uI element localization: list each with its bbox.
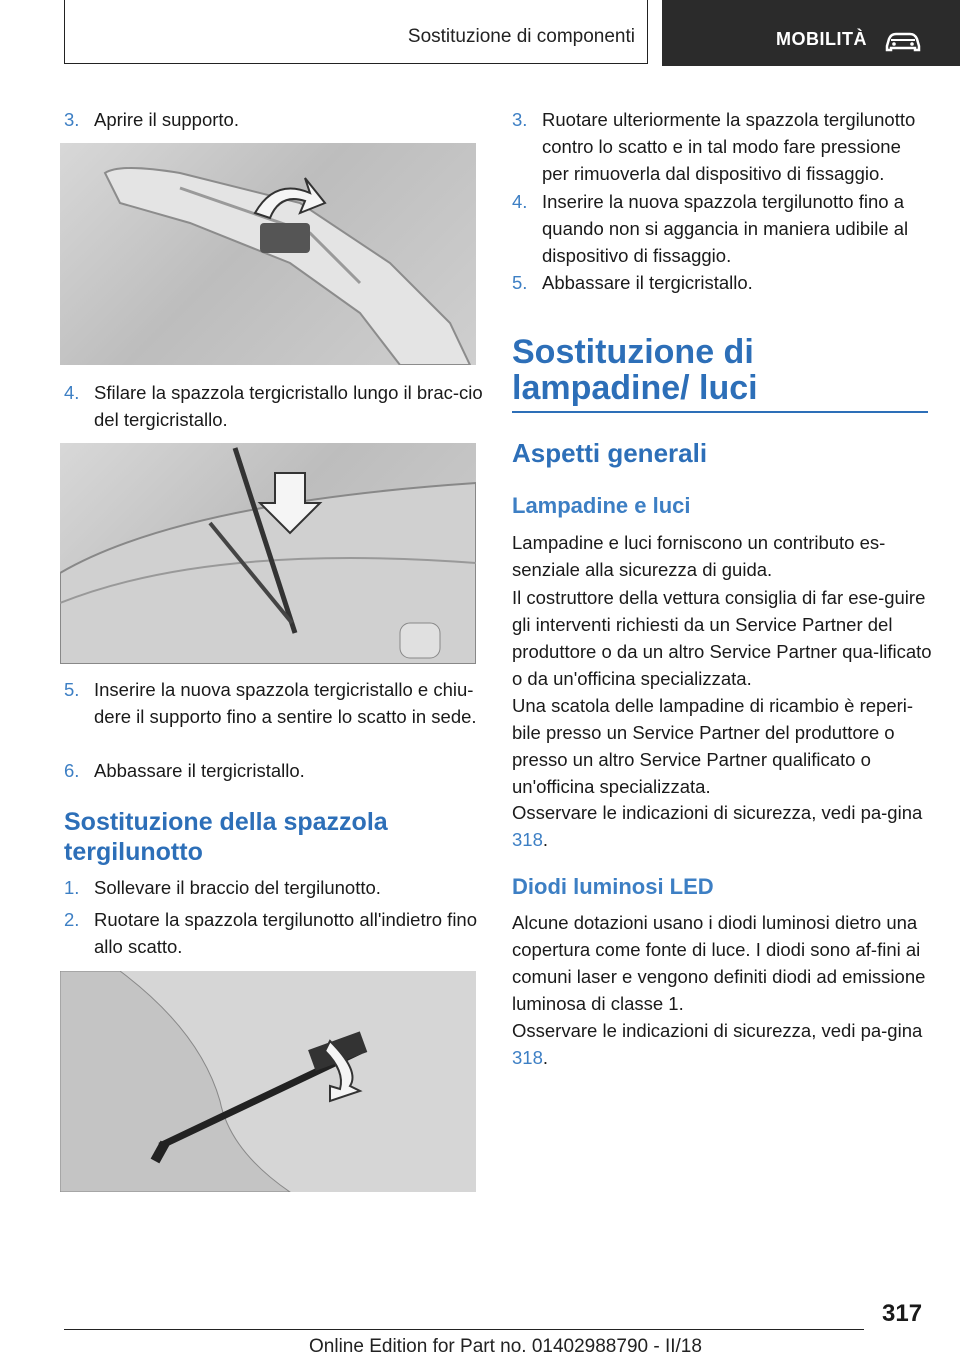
footer-rule <box>64 1329 864 1330</box>
paragraph-5: Alcune dotazioni usano i diodi luminosi dietro una copertura come fonte di luce. I diodi sono af‐fini ai comuni laser e vengono definiti diodi ad emissione luminosa di classe 1. <box>512 912 926 1014</box>
page-number: 317 <box>882 1300 923 1327</box>
photo-open-holder <box>60 143 476 365</box>
step-text: Sollevare il braccio del tergilunotto. <box>94 877 381 898</box>
step-number: 5. <box>64 679 80 700</box>
photo-remove-blade <box>60 443 476 664</box>
step-number: 3. <box>512 109 528 130</box>
step-text: Abbassare il tergicristallo. <box>542 272 753 293</box>
step-number: 5. <box>512 272 528 293</box>
step-number: 4. <box>512 191 528 212</box>
paragraph-text: Osservare le indicazioni di sicurezza, vedi pa‐gina <box>512 1020 923 1041</box>
paragraph-2: Il costruttore della vettura consiglia di far ese‐guire gli interventi richiesti da un Service Partner del produttore o da un altro Service Partner qua‐lificato o da un'officina specializzata. <box>512 587 932 689</box>
heading-bulbs: Sostituzione di lampadine/ luci <box>512 333 758 407</box>
step-number: 6. <box>64 760 80 781</box>
footer-edition: Online Edition for Part no. 01402988790 - II/18 <box>309 1336 702 1357</box>
section-title: Sostituzione di componenti <box>407 26 635 47</box>
step-text: Aprire il supporto. <box>94 109 239 130</box>
step-text: Inserire la nuova spazzola tergilunotto fino a quando non si aggancia in maniera udibile al dispositivo di fissaggio. <box>542 191 909 266</box>
page-link-318[interactable]: 318 <box>512 1047 543 1068</box>
step-text: Abbassare il tergicristallo. <box>94 760 305 781</box>
heading-rule <box>512 411 928 413</box>
heading-lamps: Lampadine e luci <box>512 493 691 518</box>
header-section-box <box>64 0 648 64</box>
heading-led: Diodi luminosi LED <box>512 874 714 899</box>
step-text: Inserire la nuova spazzola tergicristallo e chiu‐dere il supporto fino a sentire lo scatto in sede. <box>94 679 477 727</box>
step-text: Sfilare la spazzola tergicristallo lungo il brac‐cio del tergicristallo. <box>94 382 483 430</box>
step-text: Ruotare ulteriormente la spazzola tergilunotto contro lo scatto e in tal modo fare pressione per rimuoverla dal dispositivo di fissaggio. <box>542 109 916 184</box>
step-text: Ruotare la spazzola tergilunotto all'indietro fino allo scatto. <box>94 909 478 957</box>
car-icon <box>883 30 923 54</box>
photo-rear-wiper <box>60 971 476 1192</box>
paragraph-1: Lampadine e luci forniscono un contributo es‐senziale alla sicurezza di guida. <box>512 532 886 580</box>
paragraph-4: Osservare le indicazioni di sicurezza, vedi pa‐gina 318. <box>512 802 923 850</box>
paragraph-6: Osservare le indicazioni di sicurezza, vedi pa‐gina 318. <box>512 1020 923 1068</box>
page-link-318[interactable]: 318 <box>512 829 543 850</box>
heading-rear-wiper: Sostituzione della spazzola tergilunotto <box>64 808 388 866</box>
paragraph-text: Osservare le indicazioni di sicurezza, vedi pa‐gina <box>512 802 923 823</box>
step-number: 3. <box>64 109 80 130</box>
step-number: 4. <box>64 382 80 403</box>
paragraph-3: Una scatola delle lampadine di ricambio è reperi‐bile presso un Service Partner del produttore o presso un altro Service Partner qualificato o un'officina specializzata. <box>512 695 914 797</box>
step-number: 2. <box>64 909 80 930</box>
step-number: 1. <box>64 877 80 898</box>
chapter-label: MOBILITÀ <box>776 29 867 49</box>
heading-general: Aspetti generali <box>512 438 708 468</box>
